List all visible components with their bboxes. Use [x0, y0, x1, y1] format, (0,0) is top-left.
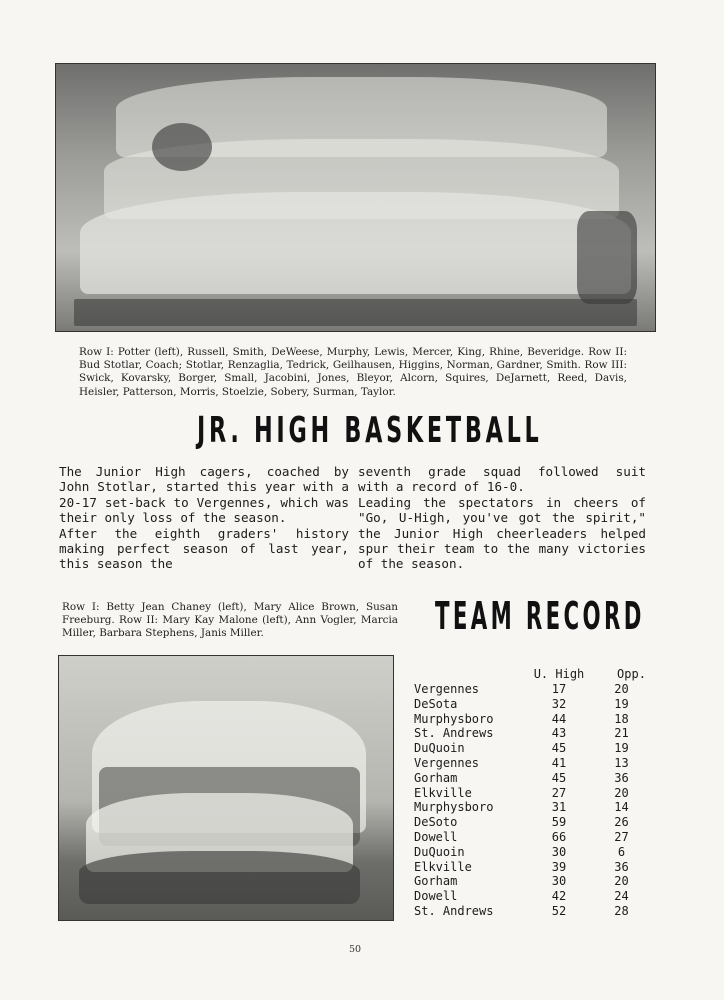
table-row [414, 756, 659, 771]
table-row [414, 771, 659, 786]
cheerleader-photo [58, 655, 394, 921]
uhigh-score-cell: 30 [551, 844, 567, 859]
uhigh-column-header: U. High [533, 667, 585, 681]
opponent-cell: Murphysboro [414, 711, 494, 726]
opp-score-cell: 28 [614, 903, 629, 918]
table-row [414, 874, 659, 889]
team-photo-caption: Row I: Potter (left), Russell, Smith, DeWeese, Murphy, Lewis, Mercer, King, Rhine, Beveridge. Row II: Bud Stotlar, Coach; Stotlar, Renzaglia, Tedrick, Geilhausen, Higgins, Norman, Gardner, Smith. Row III: Swick, Kovarsky, Borger, Small, Jacobini, Jones, Bleyor, Alcorn, Squires, DeJarnett, Reed, Davis, Heisler, Patterson, Morris, Stoelzie, Sobery, Surman, Taylor. [79, 346, 627, 398]
uhigh-score-cell: 30 [551, 874, 567, 889]
table-row [414, 904, 659, 919]
opponent-cell: Elkville [414, 785, 472, 800]
opponent-cell: Elkville [414, 859, 472, 874]
table-row [414, 726, 659, 741]
opp-score-cell: 20 [614, 682, 629, 696]
opponent-cell: Gorham [414, 874, 458, 889]
uhigh-score-cell: 43 [551, 726, 567, 741]
uhigh-score-cell: 42 [551, 889, 567, 904]
opponent-cell: Vergennes [414, 755, 480, 770]
table-row [414, 845, 659, 860]
table-row [414, 786, 659, 801]
page-title: JR. HIGH BASKETBALL [197, 410, 543, 451]
uhigh-score-cell: 52 [551, 903, 567, 918]
uhigh-score-cell: 31 [551, 800, 567, 815]
opponent-cell: Dowell [414, 889, 458, 904]
cheerleader-photo-caption: Row I: Betty Jean Chaney (left), Mary Alice Brown, Susan Freeburg. Row II: Mary Kay Malone (left), Ann Vogler, Marcia Miller, Barbara Stephens, Janis Miller. [62, 601, 398, 640]
uhigh-score-cell: 39 [551, 859, 567, 874]
uhigh-score-cell: 66 [551, 829, 567, 844]
article-right-column [358, 464, 646, 572]
paragraph: The Junior High cagers, coached by John Stotlar, started this year with a 20-17 set-back to Vergennes, which was their only loss of the season. [59, 464, 349, 526]
table-row [414, 712, 659, 727]
table-row [414, 860, 659, 875]
opp-score-cell: 13 [614, 755, 629, 770]
opponent-cell: DeSoto [414, 815, 458, 830]
opp-score-cell: 6 [617, 844, 626, 859]
uhigh-score-cell: 45 [551, 741, 567, 756]
opp-score-cell: 20 [614, 785, 629, 800]
uhigh-score-cell: 17 [551, 682, 567, 696]
paragraph: After the eighth graders' history making perfect season of last year, this season the [59, 525, 349, 572]
opponent-cell: DuQuoin [414, 741, 465, 756]
table-row [414, 682, 659, 697]
opp-score-cell: 26 [614, 815, 629, 830]
uhigh-score-cell: 41 [551, 755, 567, 770]
team-record-title: TEAM RECORD [435, 594, 645, 638]
uhigh-score-cell: 32 [551, 696, 567, 711]
opp-score-cell: 19 [614, 741, 629, 756]
page-number: 50 [349, 944, 362, 955]
opp-score-cell: 18 [614, 711, 629, 726]
opp-score-cell: 27 [614, 829, 629, 844]
table-row [414, 697, 659, 712]
opp-score-cell: 21 [614, 726, 629, 741]
opp-score-cell: 36 [614, 859, 629, 874]
opp-score-cell: 24 [614, 889, 629, 904]
opponent-cell: Gorham [414, 770, 458, 785]
opponent-cell: DeSota [414, 696, 458, 711]
table-row [414, 800, 659, 815]
table-row [414, 889, 659, 904]
opp-score-cell: 14 [614, 800, 629, 815]
table-row [414, 741, 659, 756]
opponent-cell: Murphysboro [414, 800, 494, 815]
uhigh-score-cell: 45 [551, 770, 567, 785]
paragraph: Leading the spectators in cheers of "Go, U-High, you've got the spirit," the Junior High cheerleaders helped spur their team to the many victories of the season. [358, 494, 646, 572]
uhigh-score-cell: 59 [551, 815, 567, 830]
opponent-cell: DuQuoin [414, 844, 465, 859]
uhigh-score-cell: 44 [551, 711, 567, 726]
uhigh-score-cell: 27 [551, 785, 567, 800]
opponent-cell: St. Andrews [414, 903, 494, 918]
article-left-column [59, 464, 349, 572]
opp-column-header: Opp. [617, 667, 646, 681]
table-row [414, 815, 659, 830]
opponent-cell: Vergennes [414, 682, 480, 696]
opp-score-cell: 19 [614, 696, 629, 711]
team-photo [55, 63, 656, 332]
opponent-cell: St. Andrews [414, 726, 494, 741]
opponent-cell: Dowell [414, 829, 458, 844]
opp-score-cell: 20 [614, 874, 629, 889]
table-header [414, 667, 659, 682]
paragraph: seventh grade squad followed suit with a record of 16-0. [358, 464, 646, 495]
opp-score-cell: 36 [614, 770, 629, 785]
table-row [414, 830, 659, 845]
